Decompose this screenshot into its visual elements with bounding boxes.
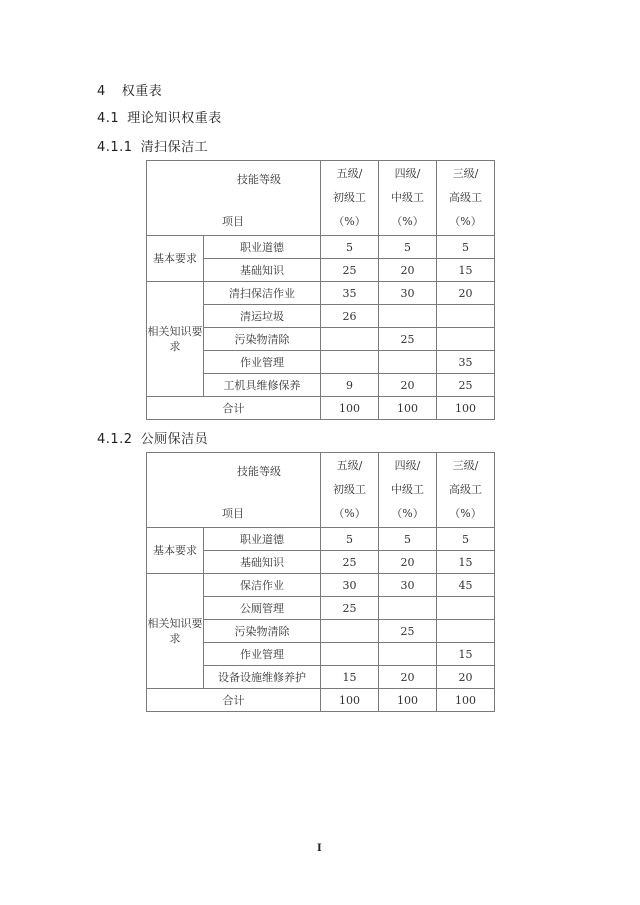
level-5-header: 五级/ 初级工 （%） — [321, 453, 379, 528]
cell-value: 20 — [379, 666, 437, 689]
header-corner: 技能等级 项目 — [147, 161, 321, 236]
row-item: 污染物清除 — [204, 620, 321, 643]
cell-value — [321, 620, 379, 643]
cell-value: 100 — [321, 689, 379, 712]
cell-value: 25 — [321, 597, 379, 620]
row-item: 基础知识 — [204, 259, 321, 282]
table-row — [147, 574, 495, 597]
cell-value — [437, 620, 495, 643]
row-item: 清运垃圾 — [204, 305, 321, 328]
cell-value: 5 — [321, 236, 379, 259]
basic-requirements-label: 基本要求 — [147, 528, 204, 574]
cell-value: 100 — [437, 689, 495, 712]
cell-value — [321, 643, 379, 666]
table-row — [147, 528, 495, 551]
table-header-row — [147, 453, 495, 528]
cell-value — [437, 597, 495, 620]
cell-value: 35 — [437, 351, 495, 374]
cell-value: 35 — [321, 282, 379, 305]
row-item: 清扫保洁作业 — [204, 282, 321, 305]
page-number: I — [317, 843, 322, 854]
cell-value — [379, 305, 437, 328]
cell-value: 25 — [321, 259, 379, 282]
cell-value: 15 — [437, 551, 495, 574]
related-knowledge-label: 相关知识要求 — [147, 282, 204, 397]
cell-value: 20 — [379, 259, 437, 282]
cell-value: 20 — [437, 282, 495, 305]
level-4-header: 四级/ 中级工 （%） — [379, 453, 437, 528]
cell-value: 5 — [321, 528, 379, 551]
cell-value: 30 — [379, 574, 437, 597]
total-row — [147, 397, 495, 420]
total-label: 合计 — [147, 689, 321, 712]
cell-value — [321, 328, 379, 351]
cell-value: 20 — [379, 551, 437, 574]
cell-value — [437, 305, 495, 328]
cell-value — [379, 351, 437, 374]
level-4-header: 四级/ 中级工 （%） — [379, 161, 437, 236]
row-item: 设备设施维修养护 — [204, 666, 321, 689]
cell-value — [379, 643, 437, 666]
cell-value: 5 — [379, 236, 437, 259]
row-item: 基础知识 — [204, 551, 321, 574]
row-item: 职业道德 — [204, 528, 321, 551]
cell-value: 100 — [437, 397, 495, 420]
table-header-row — [147, 161, 495, 236]
table1-heading: 4.1.1 清扫保洁工 — [97, 140, 209, 155]
table2-heading: 4.1.2 公厕保洁员 — [97, 432, 209, 447]
cell-value: 100 — [321, 397, 379, 420]
cell-value: 15 — [321, 666, 379, 689]
table-row — [147, 282, 495, 305]
cell-value: 15 — [437, 259, 495, 282]
weight-table-2 — [146, 452, 495, 712]
row-item: 污染物清除 — [204, 328, 321, 351]
cell-value — [437, 328, 495, 351]
cell-value: 26 — [321, 305, 379, 328]
basic-requirements-label: 基本要求 — [147, 236, 204, 282]
cell-value: 45 — [437, 574, 495, 597]
cell-value: 5 — [379, 528, 437, 551]
row-item: 保洁作业 — [204, 574, 321, 597]
row-item: 公厕管理 — [204, 597, 321, 620]
row-item: 作业管理 — [204, 643, 321, 666]
cell-value: 5 — [437, 528, 495, 551]
cell-value: 25 — [437, 374, 495, 397]
cell-value: 30 — [379, 282, 437, 305]
cell-value: 100 — [379, 689, 437, 712]
total-row — [147, 689, 495, 712]
cell-value — [321, 351, 379, 374]
level-3-header: 三级/ 高级工 （%） — [437, 453, 495, 528]
row-item: 工机具维修保养 — [204, 374, 321, 397]
table-row — [147, 236, 495, 259]
subsection-heading: 4.1 理论知识权重表 — [97, 111, 222, 126]
weight-table-1 — [146, 160, 495, 420]
total-label: 合计 — [147, 397, 321, 420]
row-item: 作业管理 — [204, 351, 321, 374]
cell-value: 25 — [321, 551, 379, 574]
cell-value: 25 — [379, 620, 437, 643]
header-corner: 技能等级 项目 — [147, 453, 321, 528]
level-3-header: 三级/ 高级工 （%） — [437, 161, 495, 236]
cell-value — [379, 597, 437, 620]
cell-value: 15 — [437, 643, 495, 666]
cell-value: 25 — [379, 328, 437, 351]
cell-value: 9 — [321, 374, 379, 397]
cell-value: 100 — [379, 397, 437, 420]
cell-value: 20 — [379, 374, 437, 397]
row-item: 职业道德 — [204, 236, 321, 259]
section-heading: 4 权重表 — [97, 84, 163, 99]
cell-value: 20 — [437, 666, 495, 689]
cell-value: 5 — [437, 236, 495, 259]
cell-value: 30 — [321, 574, 379, 597]
level-5-header: 五级/ 初级工 （%） — [321, 161, 379, 236]
related-knowledge-label: 相关知识要求 — [147, 574, 204, 689]
